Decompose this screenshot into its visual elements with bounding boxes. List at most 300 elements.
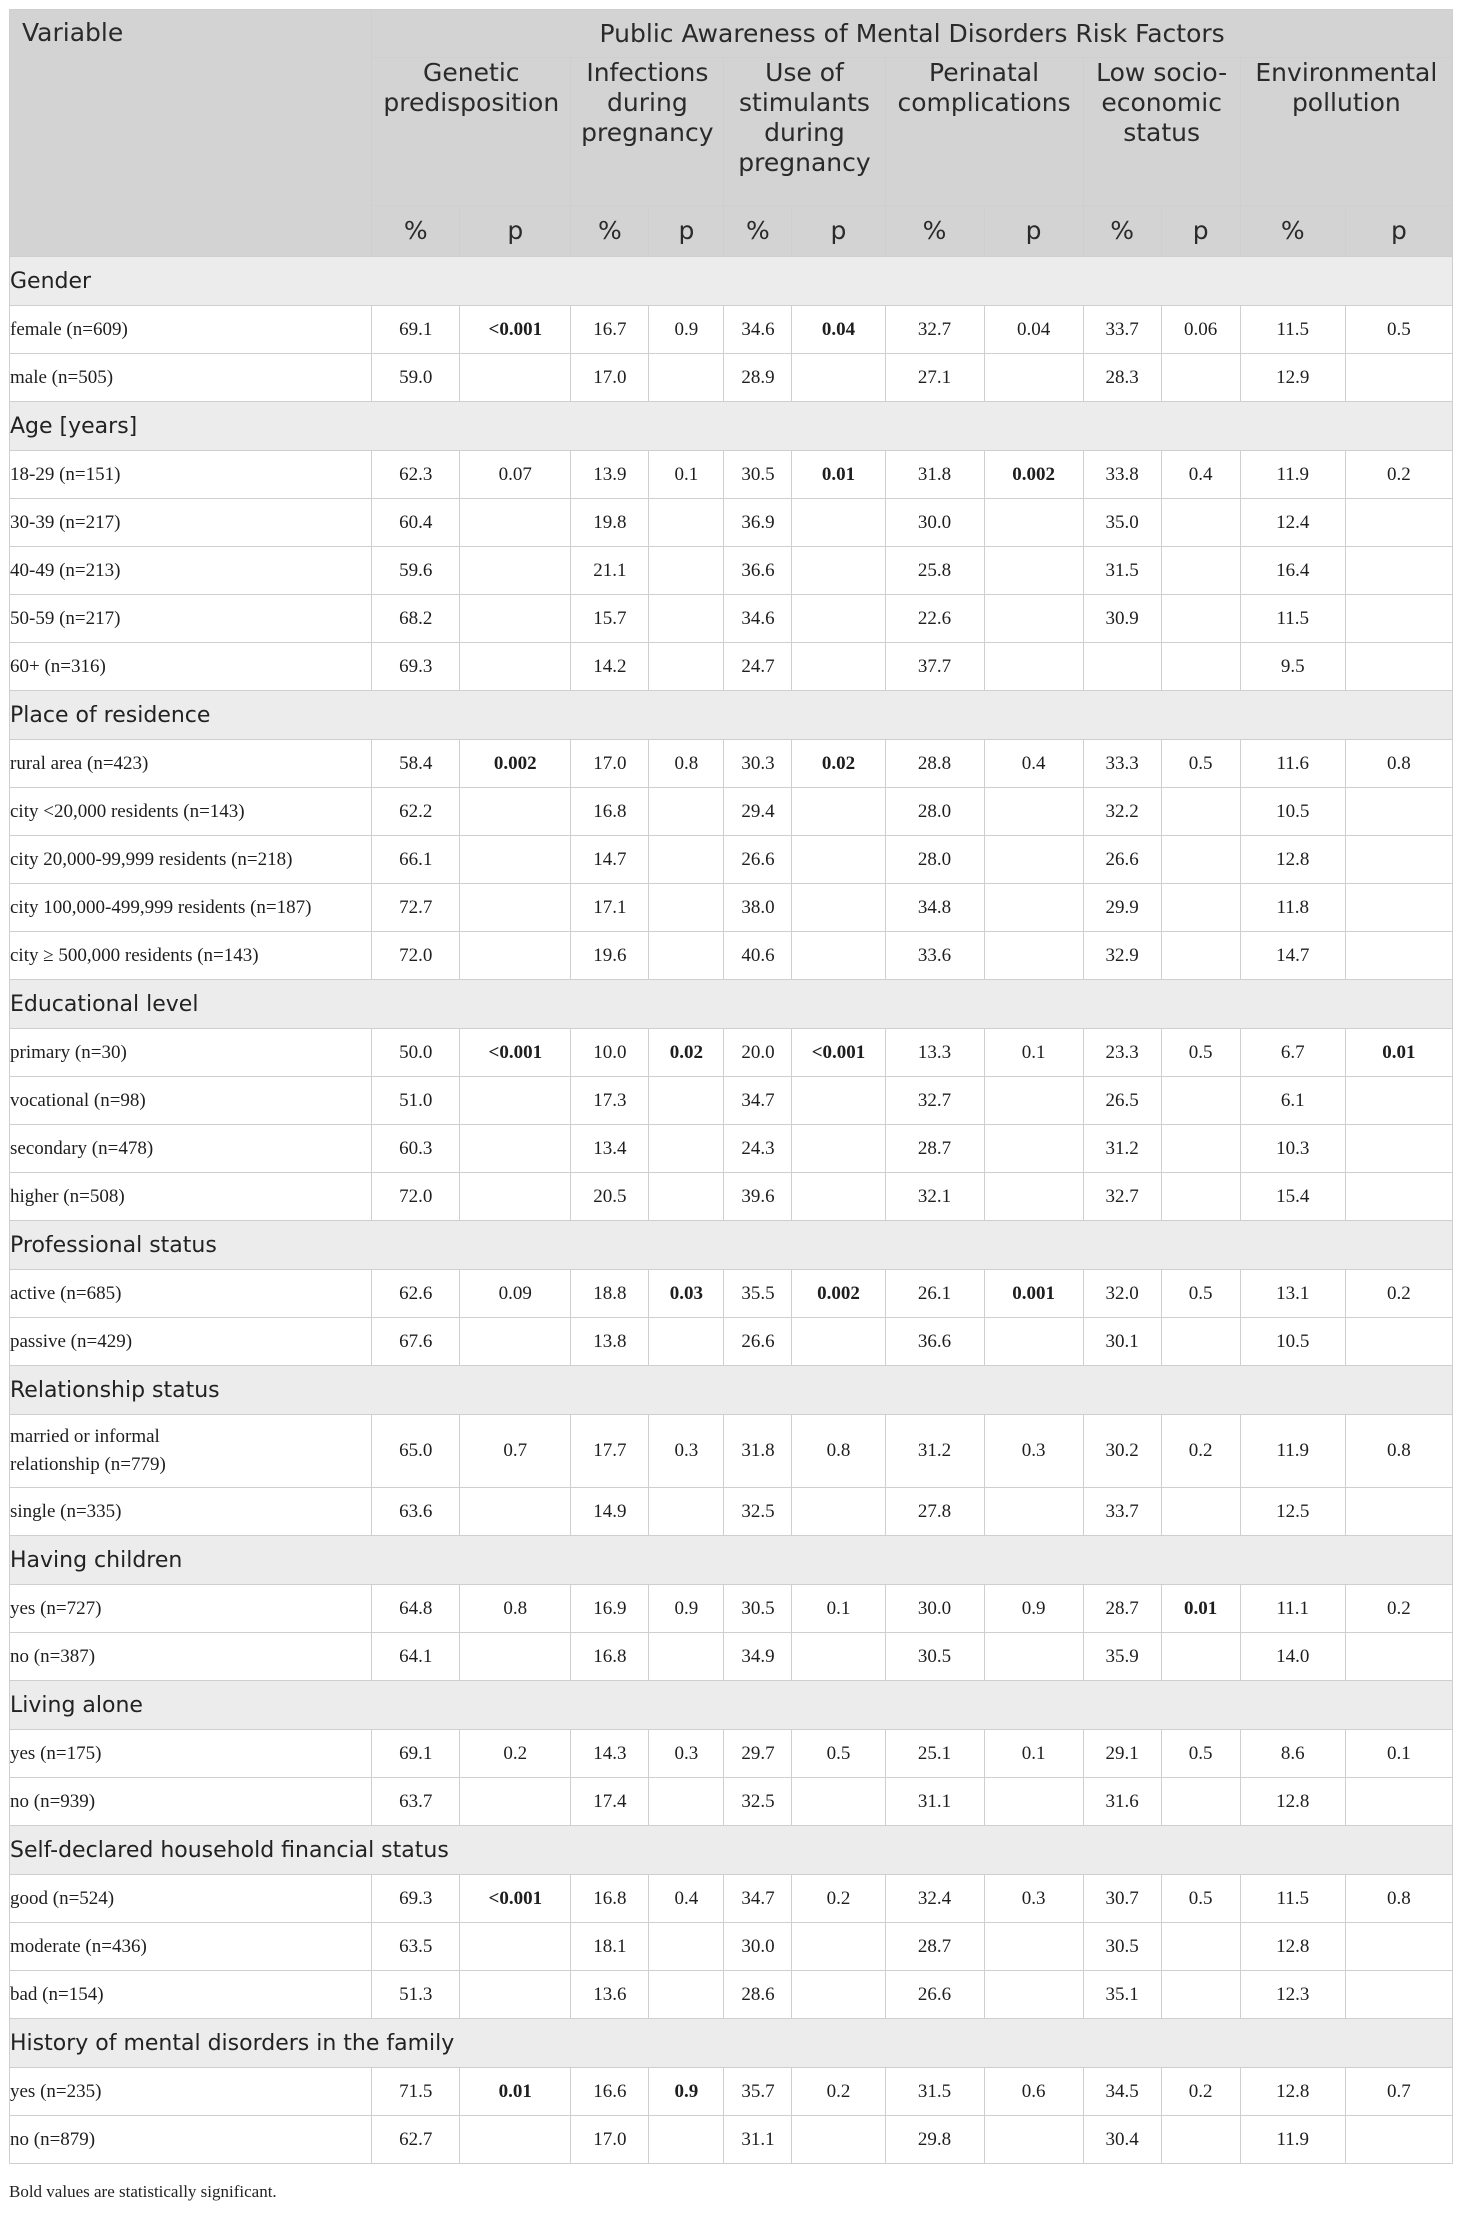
- percent-column-header: %: [724, 206, 792, 257]
- p-value-cell: 0.5: [792, 1730, 885, 1778]
- p-value-cell: [1161, 499, 1240, 547]
- percent-cell: 51.3: [372, 1971, 460, 2019]
- p-value-cell: [792, 1125, 885, 1173]
- p-value-cell: 0.1: [649, 451, 724, 499]
- p-value-cell: 0.03: [649, 1270, 724, 1318]
- percent-cell: 72.0: [372, 1173, 460, 1221]
- row-label: higher (n=508): [10, 1173, 372, 1221]
- percent-cell: 32.2: [1083, 788, 1161, 836]
- p-value-cell: 0.5: [1161, 1270, 1240, 1318]
- p-value-cell: 0.5: [1161, 1029, 1240, 1077]
- percent-cell: 14.7: [571, 836, 649, 884]
- percent-cell: 26.5: [1083, 1077, 1161, 1125]
- percent-cell: 26.6: [724, 1318, 792, 1366]
- percent-cell: 69.3: [372, 1875, 460, 1923]
- percent-cell: 72.7: [372, 884, 460, 932]
- p-value-cell: [460, 788, 571, 836]
- p-value-cell: [984, 1923, 1083, 1971]
- p-value-cell: [1161, 1125, 1240, 1173]
- p-value-cell: [460, 595, 571, 643]
- p-value-cell: [984, 643, 1083, 691]
- percent-cell: 26.6: [1083, 836, 1161, 884]
- percent-cell: 32.5: [724, 1778, 792, 1826]
- p-value-cell: [1161, 788, 1240, 836]
- table-row: [10, 1730, 1453, 1778]
- percent-cell: 33.3: [1083, 740, 1161, 788]
- p-value-cell: [792, 1971, 885, 2019]
- percent-cell: 68.2: [372, 595, 460, 643]
- section-header-row: [10, 1536, 1453, 1585]
- percent-cell: 34.9: [724, 1633, 792, 1681]
- p-value-cell: [460, 1923, 571, 1971]
- p-value-cell: [984, 1488, 1083, 1536]
- percent-cell: 66.1: [372, 836, 460, 884]
- percent-cell: 31.1: [885, 1778, 984, 1826]
- percent-cell: 31.8: [724, 1415, 792, 1488]
- p-value-cell: 0.1: [1345, 1730, 1452, 1778]
- table-row: [10, 306, 1453, 354]
- percent-cell: 39.6: [724, 1173, 792, 1221]
- percent-cell: 36.6: [724, 547, 792, 595]
- table-row: [10, 643, 1453, 691]
- p-value-cell: [649, 1971, 724, 2019]
- percent-cell: 24.3: [724, 1125, 792, 1173]
- p-value-cell: [984, 354, 1083, 402]
- percent-cell: 31.2: [885, 1415, 984, 1488]
- table-title: Public Awareness of Mental Disorders Risk Factors: [372, 10, 1453, 58]
- p-value-cell: [984, 2116, 1083, 2164]
- percent-cell: 16.9: [571, 1585, 649, 1633]
- table-row: [10, 884, 1453, 932]
- percent-cell: 9.5: [1240, 643, 1345, 691]
- percent-cell: 25.8: [885, 547, 984, 595]
- percent-cell: 26.6: [885, 1971, 984, 2019]
- row-label: no (n=939): [10, 1778, 372, 1826]
- p-value-cell: 0.01: [1161, 1585, 1240, 1633]
- p-value-cell: 0.2: [1161, 2068, 1240, 2116]
- percent-cell: 69.3: [372, 643, 460, 691]
- p-value-cell: 0.9: [649, 1585, 724, 1633]
- table-row: [10, 1488, 1453, 1536]
- p-value-cell: [792, 1488, 885, 1536]
- percent-cell: 32.9: [1083, 932, 1161, 980]
- percent-cell: 30.7: [1083, 1875, 1161, 1923]
- percent-cell: 33.7: [1083, 306, 1161, 354]
- percent-cell: 31.1: [724, 2116, 792, 2164]
- percent-cell: 29.7: [724, 1730, 792, 1778]
- p-value-cell: 0.4: [984, 740, 1083, 788]
- p-value-cell: [460, 1318, 571, 1366]
- p-value-cell: [649, 1125, 724, 1173]
- factor-header: Genetic predisposition: [372, 58, 571, 206]
- row-label: city ≥ 500,000 residents (n=143): [10, 932, 372, 980]
- percent-cell: 34.7: [724, 1077, 792, 1125]
- p-value-cell: [984, 1318, 1083, 1366]
- percent-cell: 12.3: [1240, 1971, 1345, 2019]
- p-value-cell: [1345, 788, 1452, 836]
- row-label: yes (n=727): [10, 1585, 372, 1633]
- percent-cell: 32.0: [1083, 1270, 1161, 1318]
- p-value-cell: [792, 2116, 885, 2164]
- p-value-cell: [792, 1633, 885, 1681]
- percent-cell: 16.4: [1240, 547, 1345, 595]
- row-label: no (n=387): [10, 1633, 372, 1681]
- p-value-column-header: p: [792, 206, 885, 257]
- percent-cell: 29.8: [885, 2116, 984, 2164]
- p-value-cell: [1345, 499, 1452, 547]
- percent-cell: 32.7: [885, 306, 984, 354]
- percent-cell: 13.8: [571, 1318, 649, 1366]
- row-label: 60+ (n=316): [10, 643, 372, 691]
- p-value-cell: [984, 932, 1083, 980]
- table-row: [10, 836, 1453, 884]
- section-header-row: [10, 980, 1453, 1029]
- percent-cell: 16.8: [571, 788, 649, 836]
- row-label: city 20,000-99,999 residents (n=218): [10, 836, 372, 884]
- percent-cell: 14.9: [571, 1488, 649, 1536]
- table-row: [10, 932, 1453, 980]
- p-value-cell: [1345, 643, 1452, 691]
- percent-cell: 26.1: [885, 1270, 984, 1318]
- p-value-cell: [649, 499, 724, 547]
- percent-cell: 59.6: [372, 547, 460, 595]
- p-value-cell: [649, 932, 724, 980]
- p-value-cell: [1345, 1778, 1452, 1826]
- p-value-cell: [984, 788, 1083, 836]
- table-row: [10, 1270, 1453, 1318]
- table-row: [10, 354, 1453, 402]
- percent-cell: 26.6: [724, 836, 792, 884]
- section-title: Living alone: [10, 1681, 1453, 1730]
- percent-cell: 10.5: [1240, 788, 1345, 836]
- p-value-cell: 0.06: [1161, 306, 1240, 354]
- row-label: 40-49 (n=213): [10, 547, 372, 595]
- p-value-cell: 0.7: [1345, 2068, 1452, 2116]
- row-label: yes (n=175): [10, 1730, 372, 1778]
- p-value-cell: [1161, 354, 1240, 402]
- p-value-cell: [984, 884, 1083, 932]
- percent-cell: 11.9: [1240, 451, 1345, 499]
- p-value-cell: 0.2: [792, 2068, 885, 2116]
- percent-cell: 28.7: [885, 1923, 984, 1971]
- p-value-cell: 0.9: [649, 306, 724, 354]
- p-value-cell: 0.02: [649, 1029, 724, 1077]
- percent-cell: 13.6: [571, 1971, 649, 2019]
- percent-cell: 69.1: [372, 306, 460, 354]
- table-row: [10, 499, 1453, 547]
- p-value-cell: 0.002: [460, 740, 571, 788]
- section-header-row: [10, 257, 1453, 306]
- p-value-cell: [649, 1633, 724, 1681]
- percent-cell: 33.8: [1083, 451, 1161, 499]
- p-value-cell: [460, 1778, 571, 1826]
- section-title: Professional status: [10, 1221, 1453, 1270]
- percent-cell: 29.1: [1083, 1730, 1161, 1778]
- p-value-cell: [1345, 1173, 1452, 1221]
- p-value-cell: [792, 884, 885, 932]
- percent-cell: 58.4: [372, 740, 460, 788]
- p-value-cell: [792, 1173, 885, 1221]
- percent-cell: 25.1: [885, 1730, 984, 1778]
- p-value-cell: 0.5: [1161, 1730, 1240, 1778]
- percent-cell: [1083, 643, 1161, 691]
- percent-cell: 28.8: [885, 740, 984, 788]
- percent-cell: 8.6: [1240, 1730, 1345, 1778]
- percent-cell: 17.1: [571, 884, 649, 932]
- p-value-cell: [460, 1633, 571, 1681]
- section-header-row: [10, 1681, 1453, 1730]
- row-label: 18-29 (n=151): [10, 451, 372, 499]
- p-value-cell: 0.1: [984, 1730, 1083, 1778]
- p-value-cell: 0.2: [460, 1730, 571, 1778]
- percent-cell: 35.0: [1083, 499, 1161, 547]
- percent-cell: 11.5: [1240, 1875, 1345, 1923]
- p-value-cell: [460, 1125, 571, 1173]
- p-value-cell: 0.2: [1161, 1415, 1240, 1488]
- p-value-cell: 0.04: [792, 306, 885, 354]
- p-value-cell: [1161, 595, 1240, 643]
- percent-cell: 30.5: [724, 1585, 792, 1633]
- risk-factors-table: [9, 9, 1453, 2164]
- p-value-cell: [792, 932, 885, 980]
- percent-cell: 62.2: [372, 788, 460, 836]
- factor-header: Perinatal complications: [885, 58, 1083, 206]
- percent-cell: 71.5: [372, 2068, 460, 2116]
- row-label: vocational (n=98): [10, 1077, 372, 1125]
- p-value-cell: [460, 884, 571, 932]
- section-title: Age [years]: [10, 402, 1453, 451]
- p-value-cell: [1161, 884, 1240, 932]
- percent-cell: 17.0: [571, 2116, 649, 2164]
- percent-cell: 30.5: [724, 451, 792, 499]
- p-value-cell: [1161, 1173, 1240, 1221]
- p-value-cell: 0.7: [460, 1415, 571, 1488]
- p-value-cell: 0.2: [792, 1875, 885, 1923]
- p-value-cell: 0.01: [792, 451, 885, 499]
- percent-cell: 34.5: [1083, 2068, 1161, 2116]
- p-value-cell: 0.02: [792, 740, 885, 788]
- percent-cell: 32.1: [885, 1173, 984, 1221]
- percent-cell: 63.5: [372, 1923, 460, 1971]
- footnote: Bold values are statistically significant.: [9, 2182, 277, 2201]
- p-value-cell: [1345, 1923, 1452, 1971]
- percent-cell: 60.3: [372, 1125, 460, 1173]
- percent-cell: 13.1: [1240, 1270, 1345, 1318]
- p-value-cell: [649, 354, 724, 402]
- percent-cell: 31.6: [1083, 1778, 1161, 1826]
- p-value-cell: [1161, 932, 1240, 980]
- percent-cell: 11.1: [1240, 1585, 1345, 1633]
- table-row: [10, 1029, 1453, 1077]
- percent-cell: 59.0: [372, 354, 460, 402]
- p-value-cell: [649, 1173, 724, 1221]
- p-value-cell: [984, 1173, 1083, 1221]
- p-value-cell: [984, 547, 1083, 595]
- p-value-cell: [1345, 1077, 1452, 1125]
- p-value-cell: <0.001: [460, 1875, 571, 1923]
- percent-cell: 12.8: [1240, 1923, 1345, 1971]
- row-label: secondary (n=478): [10, 1125, 372, 1173]
- section-title: Educational level: [10, 980, 1453, 1029]
- row-label: city 100,000-499,999 residents (n=187): [10, 884, 372, 932]
- percent-cell: 30.2: [1083, 1415, 1161, 1488]
- p-value-cell: [649, 1077, 724, 1125]
- factor-header: Use of stimulants during pregnancy: [724, 58, 885, 206]
- percent-cell: 37.7: [885, 643, 984, 691]
- p-value-cell: [792, 1077, 885, 1125]
- percent-cell: 13.3: [885, 1029, 984, 1077]
- percent-cell: 35.5: [724, 1270, 792, 1318]
- p-value-cell: [984, 1077, 1083, 1125]
- percent-cell: 19.6: [571, 932, 649, 980]
- percent-cell: 63.7: [372, 1778, 460, 1826]
- percent-cell: 67.6: [372, 1318, 460, 1366]
- p-value-cell: <0.001: [792, 1029, 885, 1077]
- p-value-cell: 0.002: [984, 451, 1083, 499]
- percent-cell: 12.4: [1240, 499, 1345, 547]
- p-value-cell: 0.3: [984, 1875, 1083, 1923]
- percent-cell: 11.6: [1240, 740, 1345, 788]
- percent-cell: 35.7: [724, 2068, 792, 2116]
- percent-cell: 69.1: [372, 1730, 460, 1778]
- factor-header: Infections during pregnancy: [571, 58, 724, 206]
- p-value-cell: [649, 1318, 724, 1366]
- p-value-cell: [792, 499, 885, 547]
- p-value-cell: 0.01: [1345, 1029, 1452, 1077]
- row-label: female (n=609): [10, 306, 372, 354]
- p-value-cell: 0.6: [984, 2068, 1083, 2116]
- row-label: 50-59 (n=217): [10, 595, 372, 643]
- percent-cell: 13.9: [571, 451, 649, 499]
- p-value-cell: [649, 1923, 724, 1971]
- percent-cell: 32.7: [1083, 1173, 1161, 1221]
- percent-cell: 23.3: [1083, 1029, 1161, 1077]
- row-label: active (n=685): [10, 1270, 372, 1318]
- percent-cell: 31.2: [1083, 1125, 1161, 1173]
- percent-cell: 33.7: [1083, 1488, 1161, 1536]
- percent-cell: 30.5: [1083, 1923, 1161, 1971]
- p-value-cell: [460, 2116, 571, 2164]
- percent-cell: 31.5: [885, 2068, 984, 2116]
- section-title: Gender: [10, 257, 1453, 306]
- percent-cell: 18.8: [571, 1270, 649, 1318]
- percent-cell: 32.7: [885, 1077, 984, 1125]
- percent-cell: 17.7: [571, 1415, 649, 1488]
- p-value-cell: 0.8: [460, 1585, 571, 1633]
- percent-cell: 32.4: [885, 1875, 984, 1923]
- p-value-cell: 0.8: [649, 740, 724, 788]
- row-label: city <20,000 residents (n=143): [10, 788, 372, 836]
- p-value-cell: [984, 595, 1083, 643]
- p-value-cell: [1161, 1971, 1240, 2019]
- percent-cell: 31.8: [885, 451, 984, 499]
- percent-cell: 21.1: [571, 547, 649, 595]
- percent-cell: 35.1: [1083, 1971, 1161, 2019]
- percent-cell: 63.6: [372, 1488, 460, 1536]
- p-value-cell: 0.5: [1161, 1875, 1240, 1923]
- percent-cell: 34.8: [885, 884, 984, 932]
- percent-cell: 33.6: [885, 932, 984, 980]
- p-value-cell: 0.3: [649, 1730, 724, 1778]
- p-value-cell: [649, 788, 724, 836]
- table-row: [10, 1077, 1453, 1125]
- p-value-cell: [984, 499, 1083, 547]
- percent-cell: 30.4: [1083, 2116, 1161, 2164]
- row-label: 30-39 (n=217): [10, 499, 372, 547]
- row-label: male (n=505): [10, 354, 372, 402]
- p-value-cell: 0.9: [649, 2068, 724, 2116]
- percent-cell: 35.9: [1083, 1633, 1161, 1681]
- percent-cell: 12.8: [1240, 2068, 1345, 2116]
- p-value-cell: [1345, 1488, 1452, 1536]
- p-value-cell: [792, 595, 885, 643]
- p-value-cell: 0.3: [984, 1415, 1083, 1488]
- percent-cell: 27.1: [885, 354, 984, 402]
- percent-cell: 14.0: [1240, 1633, 1345, 1681]
- p-value-cell: 0.5: [1345, 306, 1452, 354]
- table-row: [10, 1633, 1453, 1681]
- p-value-cell: [1345, 1125, 1452, 1173]
- percent-cell: 11.9: [1240, 2116, 1345, 2164]
- p-value-cell: [649, 1778, 724, 1826]
- p-value-column-header: p: [649, 206, 724, 257]
- section-header-row: [10, 402, 1453, 451]
- percent-cell: 17.0: [571, 354, 649, 402]
- percent-cell: 50.0: [372, 1029, 460, 1077]
- percent-cell: 72.0: [372, 932, 460, 980]
- p-value-cell: [460, 932, 571, 980]
- p-value-cell: [1345, 1633, 1452, 1681]
- percent-cell: 31.5: [1083, 547, 1161, 595]
- p-value-cell: [1161, 1778, 1240, 1826]
- percent-cell: 11.9: [1240, 1415, 1345, 1488]
- percent-cell: 19.8: [571, 499, 649, 547]
- percent-cell: 30.0: [885, 499, 984, 547]
- section-header-row: [10, 2019, 1453, 2068]
- percent-cell: 28.9: [724, 354, 792, 402]
- percent-cell: 36.9: [724, 499, 792, 547]
- p-value-cell: [984, 1633, 1083, 1681]
- p-value-cell: [460, 1173, 571, 1221]
- percent-column-header: %: [1083, 206, 1161, 257]
- percent-cell: 10.5: [1240, 1318, 1345, 1366]
- table-row: [10, 2068, 1453, 2116]
- p-value-cell: [460, 1077, 571, 1125]
- percent-cell: 64.1: [372, 1633, 460, 1681]
- p-value-cell: 0.1: [792, 1585, 885, 1633]
- percent-cell: 6.1: [1240, 1077, 1345, 1125]
- percent-cell: 16.8: [571, 1633, 649, 1681]
- percent-cell: 12.8: [1240, 1778, 1345, 1826]
- percent-cell: 6.7: [1240, 1029, 1345, 1077]
- p-value-cell: 0.4: [649, 1875, 724, 1923]
- p-value-cell: [649, 547, 724, 595]
- p-value-cell: [649, 595, 724, 643]
- p-value-cell: [792, 836, 885, 884]
- p-value-cell: 0.4: [1161, 451, 1240, 499]
- section-header-row: [10, 1826, 1453, 1875]
- row-label: moderate (n=436): [10, 1923, 372, 1971]
- percent-cell: 62.3: [372, 451, 460, 499]
- percent-cell: 29.4: [724, 788, 792, 836]
- p-value-cell: [792, 1318, 885, 1366]
- p-value-cell: [1345, 2116, 1452, 2164]
- p-value-column-header: p: [1161, 206, 1240, 257]
- p-value-cell: [460, 547, 571, 595]
- p-value-cell: 0.001: [984, 1270, 1083, 1318]
- percent-column-header: %: [885, 206, 984, 257]
- p-value-cell: 0.2: [1345, 1585, 1452, 1633]
